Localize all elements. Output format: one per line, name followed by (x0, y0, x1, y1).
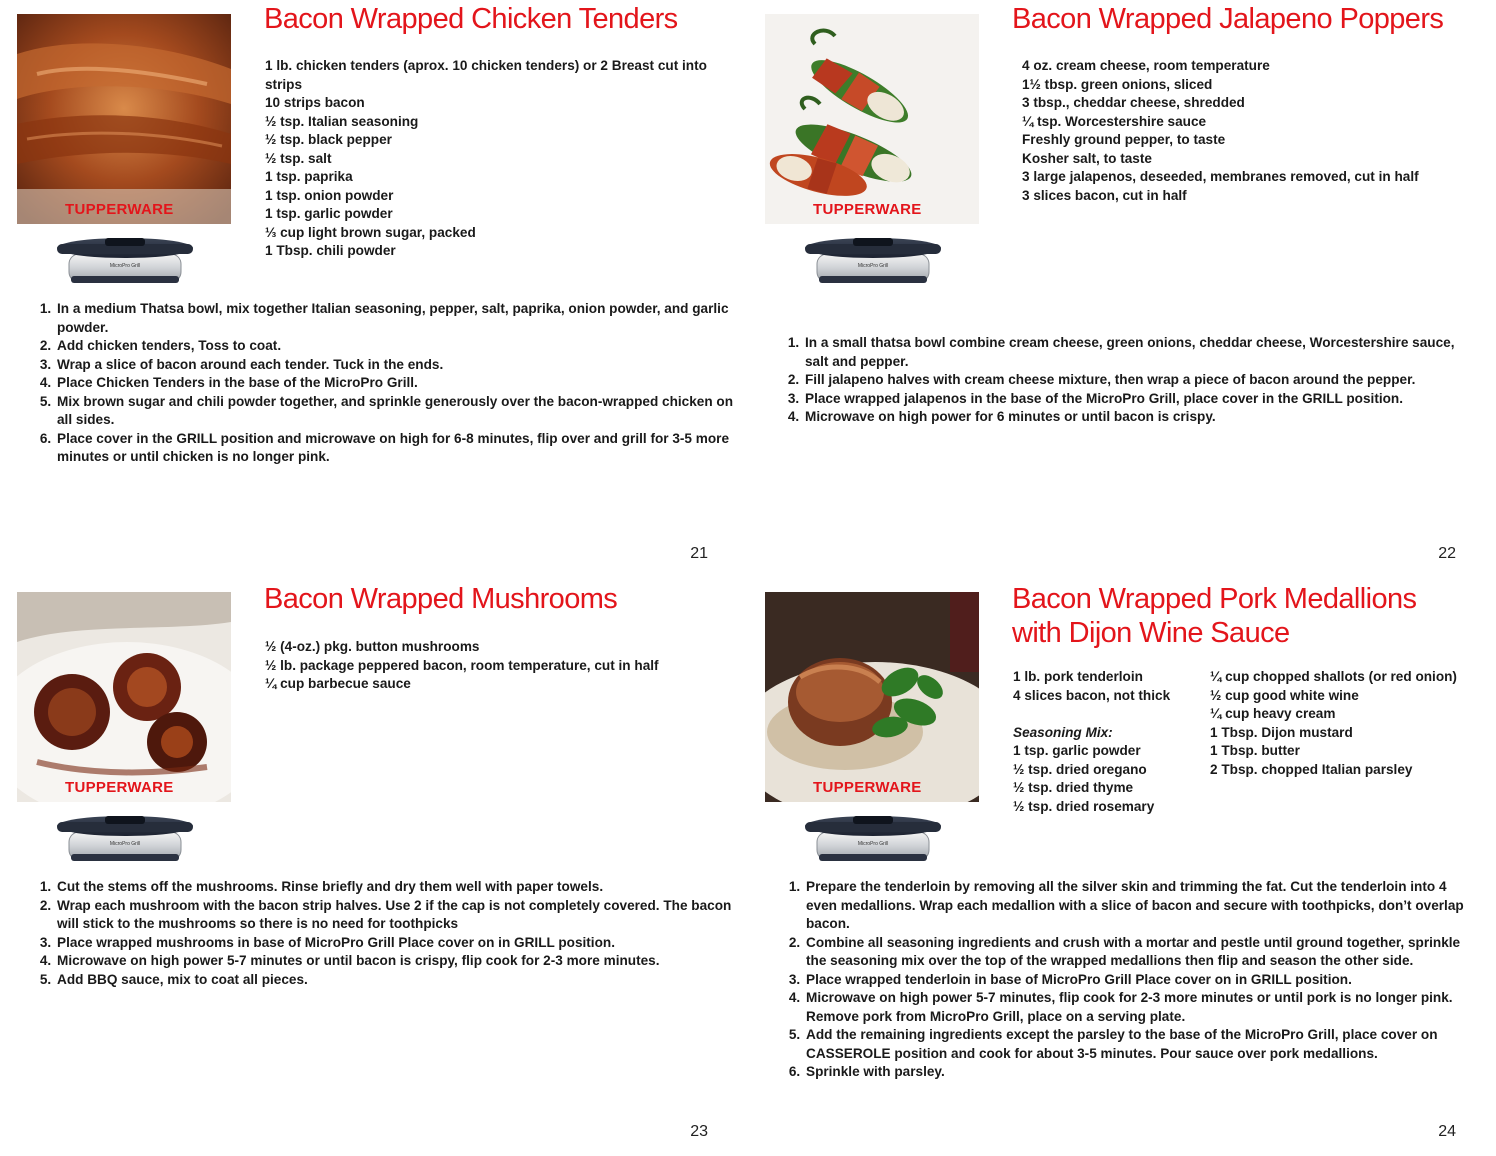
instruction-list (38, 300, 735, 467)
ingredient-item: 1 tsp. garlic powder (1013, 743, 1141, 758)
recipe-page-22 (748, 0, 1496, 578)
ingredient-item: 3 slices bacon, cut in half (1022, 187, 1187, 203)
instruction-step: 1. In a small thatsa bowl combine cream cheese, green onions, cheddar cheese, Worcestershire sauce, salt and pepper. (803, 334, 1479, 371)
jalapeno-poppers-photo (765, 14, 979, 224)
ingredient-list-left (1013, 668, 1170, 816)
ingredient-item: strips (265, 76, 303, 92)
ingredient-item: ½ tsp. dried thyme (1013, 780, 1134, 795)
instruction-list (787, 878, 1472, 1082)
ingredient-item: ½ lb. package peppered bacon, room temperature, cut in half (265, 657, 659, 673)
ingredient-item: ½ tsp. salt (265, 150, 332, 166)
instruction-step: 4. Microwave on high power for 6 minutes or until bacon is crispy. (803, 408, 1479, 427)
ingredient-item: 1 tsp. onion powder (265, 187, 394, 203)
ingredient-item: 3 tbsp., cheddar cheese, shredded (1022, 95, 1245, 110)
ingredient-item: ½ tsp. dried rosemary (1013, 798, 1155, 814)
instruction-step: 5. Mix brown sugar and chili powder together, and sprinkle generously over the bacon-wrapped chicken on all sides. (55, 393, 735, 430)
instruction-step: 3. Place wrapped jalapenos in the base of the MicroPro Grill, place cover in the GRILL position. (803, 390, 1479, 409)
ingredient-item: 1 Tbsp. chili powder (265, 243, 396, 258)
instruction-step: 4. Place Chicken Tenders in the base of the MicroPro Grill. (55, 374, 735, 393)
recipe-page-21 (0, 0, 748, 578)
ingredient-item: 2 Tbsp. chopped Italian parsley (1210, 761, 1413, 777)
instruction-step: 2. Combine all seasoning ingredients and crush with a mortar and pestle until ground together, sprinkle the seasoning mix over the top of the wrapped medallions then flip and season the other side. (804, 934, 1472, 971)
ingredient-item: ¼ cup chopped shallots (or red onion) (1210, 669, 1457, 684)
ingredient-item: ½ (4-oz.) pkg. button mushrooms (265, 639, 480, 654)
micropro-grill-icon (55, 810, 195, 865)
ingredient-item: 1½ tbsp. green onions, sliced (1022, 76, 1213, 92)
ingredient-item: 3 large jalapenos, deseeded, membranes removed, cut in half (1022, 169, 1419, 184)
ingredient-item: 1 Tbsp. Dijon mustard (1210, 724, 1353, 740)
watermark: TUPPERWARE (813, 779, 922, 796)
page-number: 22 (1438, 545, 1456, 562)
micropro-grill-icon (803, 232, 943, 287)
watermark: TUPPERWARE (65, 779, 174, 796)
instruction-step: 6. Sprinkle with parsley. (804, 1063, 1472, 1082)
ingredient-item: 10 strips bacon (265, 95, 365, 110)
ingredient-item (1013, 705, 1170, 724)
recipe-title-line-1: Bacon Wrapped Pork Medallions (1012, 583, 1417, 615)
instruction-step: 5. Add BBQ sauce, mix to coat all pieces. (55, 971, 735, 990)
instruction-step: 1. Prepare the tenderloin by removing all the silver skin and trimming the fat. Cut the tenderloin into 4 even medallions. Wrap each medallion with a slice of bacon and secure with toothpicks, don’t overlap bacon. (804, 878, 1472, 934)
instruction-step: 1. Cut the stems off the mushrooms. Rinse briefly and dry them well with paper towels. (55, 878, 735, 897)
ingredient-item: ½ tsp. dried oregano (1013, 761, 1147, 777)
instruction-list (786, 334, 1479, 427)
recipe-title (1012, 582, 1416, 650)
recipe-title: Bacon Wrapped Mushrooms (264, 583, 618, 615)
instruction-step: 3. Place wrapped mushrooms in base of MicroPro Grill Place cover on in GRILL position. (55, 934, 735, 953)
instruction-step: 2. Wrap each mushroom with the bacon strip halves. Use 2 if the cap is not completely covered. The bacon will stick to the mushrooms so there is no need for toothpicks (55, 897, 735, 934)
ingredient-item: Kosher salt, to taste (1022, 150, 1152, 166)
ingredient-list (1022, 57, 1419, 205)
ingredient-item: ¼ cup heavy cream (1210, 706, 1336, 721)
watermark: TUPPERWARE (813, 201, 922, 218)
watermark: TUPPERWARE (65, 201, 174, 218)
micropro-grill-icon (803, 810, 943, 865)
ingredient-item: 4 slices bacon, not thick (1013, 687, 1171, 703)
instruction-list (38, 878, 735, 989)
ingredient-list-right (1210, 668, 1457, 779)
ingredient-list (265, 638, 659, 694)
instruction-step: 4. Microwave on high power 5-7 minutes, flip cook for 2-3 more minutes or until pork is no longer pink. Remove pork from MicroPro Grill, place on a serving plate. (804, 989, 1472, 1026)
ingredient-item: ⅓ cup light brown sugar, packed (265, 224, 476, 240)
mushrooms-photo (17, 592, 231, 802)
ingredient-item: 1 tsp. garlic powder (265, 206, 393, 221)
ingredient-item: 1 lb. chicken tenders (aprox. 10 chicken tenders) or 2 Breast cut into (265, 58, 707, 73)
chicken-tenders-photo (17, 14, 231, 224)
instruction-step: 2. Add chicken tenders, Toss to coat. (55, 337, 735, 356)
instruction-step: 1. In a medium Thatsa bowl, mix together Italian seasoning, pepper, salt, paprika, onion powder, and garlic powder. (55, 300, 735, 337)
page-number: 23 (690, 1123, 708, 1140)
recipe-page-23 (0, 578, 748, 1156)
ingredient-item: ½ tsp. black pepper (265, 132, 392, 147)
page-number: 21 (690, 545, 708, 562)
page-number: 24 (1438, 1123, 1456, 1140)
ingredient-item: 1 Tbsp. butter (1210, 743, 1300, 758)
recipe-title: Bacon Wrapped Chicken Tenders (264, 3, 678, 35)
micropro-grill-icon (55, 232, 195, 287)
ingredient-item: 1 lb. pork tenderloin (1013, 669, 1143, 684)
ingredient-item: ½ cup good white wine (1210, 687, 1359, 703)
instruction-step: 6. Place cover in the GRILL position and microwave on high for 6-8 minutes, flip over and grill for 3-5 more minutes or until chicken is no longer pink. (55, 430, 735, 467)
ingredient-item: ¼ tsp. Worcestershire sauce (1022, 113, 1207, 129)
ingredient-item: Freshly ground pepper, to taste (1022, 132, 1226, 147)
ingredient-item: ¼ cup barbecue sauce (265, 676, 411, 691)
recipe-page-24 (748, 578, 1496, 1156)
pork-medallions-photo (765, 592, 979, 802)
ingredient-item: ½ tsp. Italian seasoning (265, 113, 419, 129)
ingredient-item: 4 oz. cream cheese, room temperature (1022, 58, 1270, 73)
recipe-title-line-2: with Dijon Wine Sauce (1012, 617, 1290, 649)
instruction-step: 5. Add the remaining ingredients except the parsley to the base of the MicroPro Grill, place cover on CASSEROLE position and cook for about 3-5 minutes. Pour sauce over pork medallions. (804, 1026, 1472, 1063)
ingredient-item: 1 tsp. paprika (265, 169, 353, 184)
ingredient-item: Seasoning Mix: (1013, 724, 1113, 740)
ingredient-list (265, 57, 707, 261)
instruction-step: 4. Microwave on high power 5-7 minutes or until bacon is crispy, flip cook for 2-3 more minutes. (55, 952, 735, 971)
instruction-step: 3. Place wrapped tenderloin in base of MicroPro Grill Place cover on in GRILL position. (804, 971, 1472, 990)
recipe-title: Bacon Wrapped Jalapeno Poppers (1012, 3, 1444, 35)
instruction-step: 2. Fill jalapeno halves with cream cheese mixture, then wrap a piece of bacon around the pepper. (803, 371, 1479, 390)
instruction-step: 3. Wrap a slice of bacon around each tender. Tuck in the ends. (55, 356, 735, 375)
